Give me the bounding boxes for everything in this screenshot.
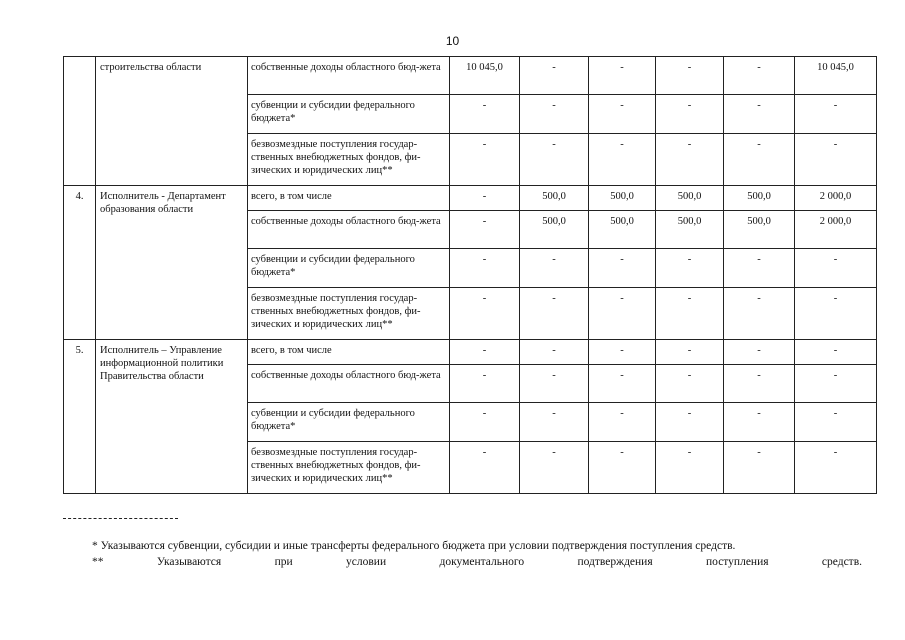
page-number: 10	[445, 34, 460, 48]
funding-source: безвозмездные поступления государ-ственных внебюджетных фондов, фи-зических и юридических лиц**	[248, 288, 450, 340]
amount-cell: -	[724, 403, 795, 442]
amount-cell: 500,0	[520, 211, 589, 249]
amount-cell: -	[589, 134, 656, 186]
amount-cell: -	[656, 288, 724, 340]
funding-source: собственные доходы областного бюд-жета	[248, 211, 450, 249]
amount-cell: -	[795, 403, 877, 442]
amount-cell: 10 045,0	[795, 57, 877, 95]
row-number: 4.	[64, 186, 96, 340]
amount-cell: -	[656, 134, 724, 186]
footnote-2: ** Указываются при условии документального подтверждения поступления средств.	[92, 556, 862, 568]
amount-cell: 500,0	[724, 211, 795, 249]
amount-cell: -	[520, 340, 589, 365]
amount-cell: -	[589, 95, 656, 134]
amount-cell: -	[795, 288, 877, 340]
amount-cell: -	[450, 211, 520, 249]
funding-source: всего, в том числе	[248, 186, 450, 211]
amount-cell: -	[589, 57, 656, 95]
funding-source: собственные доходы областного бюд-жета	[248, 365, 450, 403]
amount-cell: -	[656, 403, 724, 442]
amount-cell: 2 000,0	[795, 211, 877, 249]
funding-source: безвозмездные поступления государ-ственных внебюджетных фондов, фи-зических и юридических лиц**	[248, 134, 450, 186]
amount-cell: 10 045,0	[450, 57, 520, 95]
amount-cell: -	[520, 442, 589, 494]
amount-cell: 2 000,0	[795, 186, 877, 211]
amount-cell: -	[450, 249, 520, 288]
funding-source: субвенции и субсидии федерального бюджета*	[248, 403, 450, 442]
amount-cell: -	[450, 186, 520, 211]
amount-cell: -	[520, 288, 589, 340]
budget-table	[63, 56, 877, 494]
amount-cell: -	[450, 95, 520, 134]
row-number: 5.	[64, 340, 96, 494]
amount-cell: -	[656, 249, 724, 288]
amount-cell: -	[795, 442, 877, 494]
amount-cell: -	[520, 57, 589, 95]
amount-cell: -	[795, 249, 877, 288]
amount-cell: -	[450, 134, 520, 186]
amount-cell: -	[724, 249, 795, 288]
row-number	[64, 57, 96, 186]
amount-cell: 500,0	[656, 211, 724, 249]
amount-cell: -	[795, 365, 877, 403]
amount-cell: -	[520, 249, 589, 288]
footnote-1: * Указываются субвенции, субсидии и иные трансферты федерального бюджета при условии подтверждения поступления средств.	[92, 540, 736, 552]
amount-cell: -	[520, 403, 589, 442]
funding-source: безвозмездные поступления государ-ственных внебюджетных фондов, фи-зических и юридических лиц**	[248, 442, 450, 494]
funding-source: субвенции и субсидии федерального бюджета*	[248, 249, 450, 288]
funding-source: всего, в том числе	[248, 340, 450, 365]
amount-cell: -	[589, 442, 656, 494]
amount-cell: -	[520, 95, 589, 134]
amount-cell: 500,0	[589, 211, 656, 249]
amount-cell: -	[450, 365, 520, 403]
amount-cell: -	[724, 288, 795, 340]
table-row	[64, 57, 877, 95]
amount-cell: -	[724, 340, 795, 365]
amount-cell: -	[724, 442, 795, 494]
amount-cell: -	[450, 442, 520, 494]
funding-source: субвенции и субсидии федерального бюджета*	[248, 95, 450, 134]
amount-cell: -	[589, 365, 656, 403]
amount-cell: -	[520, 134, 589, 186]
amount-cell: -	[724, 57, 795, 95]
amount-cell: 500,0	[724, 186, 795, 211]
amount-cell: -	[656, 442, 724, 494]
amount-cell: -	[450, 340, 520, 365]
amount-cell: 500,0	[589, 186, 656, 211]
amount-cell: -	[656, 95, 724, 134]
amount-cell: -	[724, 365, 795, 403]
amount-cell: -	[795, 340, 877, 365]
executor-name: строительства области	[96, 57, 248, 186]
funding-source: собственные доходы областного бюд-жета	[248, 57, 450, 95]
amount-cell: -	[450, 403, 520, 442]
amount-cell: -	[795, 134, 877, 186]
amount-cell: -	[656, 57, 724, 95]
amount-cell: -	[656, 365, 724, 403]
table-row	[64, 340, 877, 365]
amount-cell: -	[589, 340, 656, 365]
amount-cell: -	[520, 365, 589, 403]
amount-cell: -	[656, 340, 724, 365]
executor-name: Исполнитель – Управление информационной политики Правительства области	[96, 340, 248, 494]
amount-cell: -	[589, 403, 656, 442]
amount-cell: 500,0	[520, 186, 589, 211]
amount-cell: -	[450, 288, 520, 340]
amount-cell: 500,0	[656, 186, 724, 211]
footnote-divider	[63, 518, 178, 519]
amount-cell: -	[724, 134, 795, 186]
amount-cell: -	[589, 249, 656, 288]
amount-cell: -	[724, 95, 795, 134]
table-body	[64, 57, 877, 494]
amount-cell: -	[795, 95, 877, 134]
table-row	[64, 186, 877, 211]
amount-cell: -	[589, 288, 656, 340]
executor-name: Исполнитель - Департамент образования области	[96, 186, 248, 340]
